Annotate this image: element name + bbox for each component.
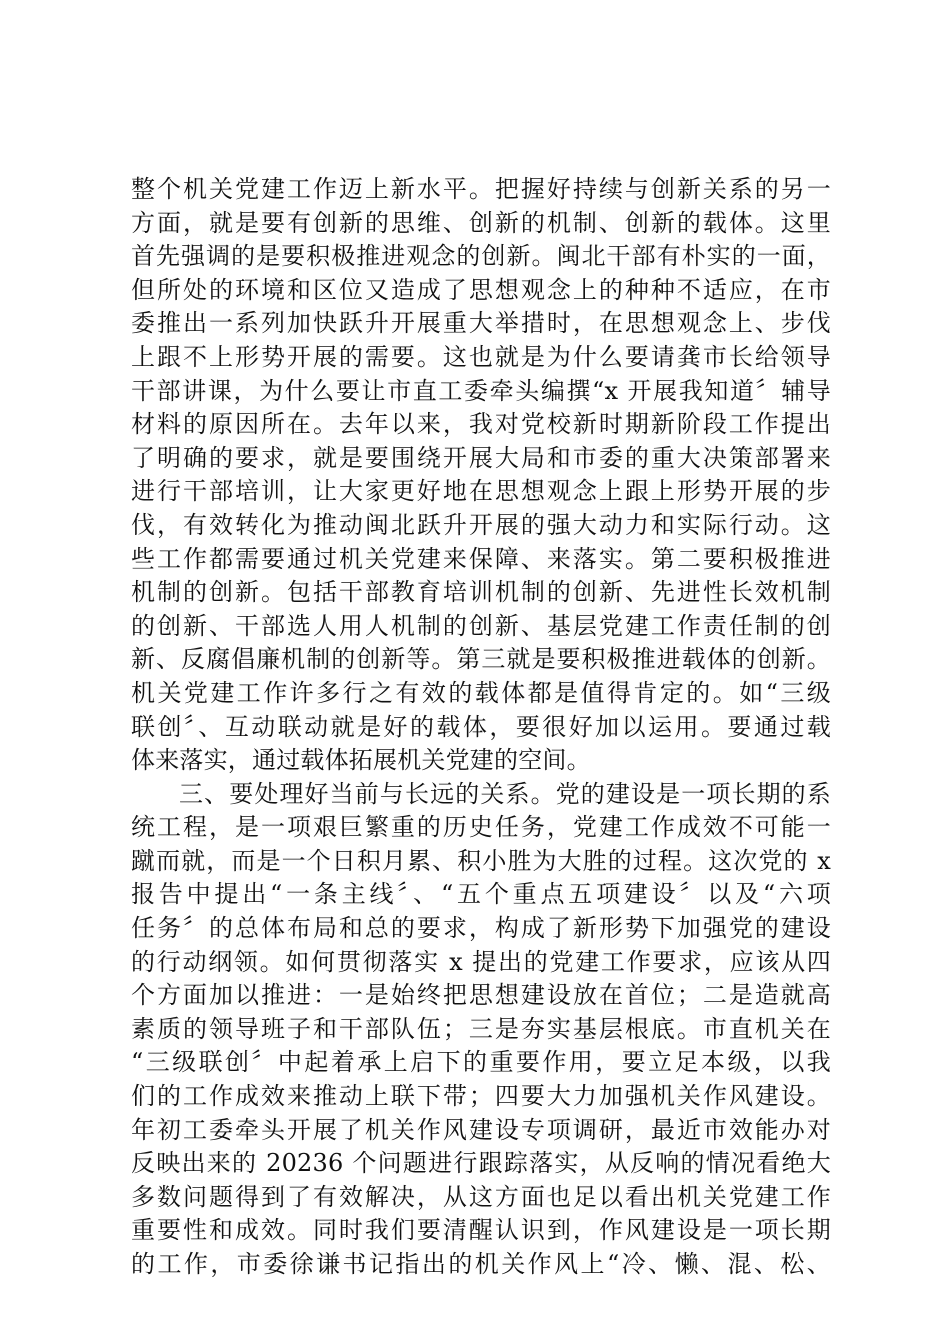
text-line: 年初工委牵头开展了机关作风建设专项调研，最近市效能办对 — [131, 1115, 831, 1144]
text-line: 们的工作成效来推动上联下带；四要大力加强机关作风建设。 — [131, 1082, 831, 1111]
text-line: 了明确的要求，就是要围绕开展大局和市委的重大决策部署来 — [131, 443, 831, 472]
text-line: 干部讲课，为什么要让市直工委牵头编撰“x 开展我知道〞辅导 — [131, 376, 831, 405]
body-text — [131, 173, 831, 1282]
text-line: 蹴而就，而是一个日积月累、积小胜为大胜的过程。这次党的 x — [131, 846, 831, 875]
text-line: 机制的创新。包括干部教育培训机制的创新、先进性长效机制 — [131, 578, 831, 607]
text-line: 些工作都需要通过机关党建来保障、来落实。第二要积极推进 — [131, 544, 831, 573]
text-line: 的创新、干部选人用人机制的创新、基层党建工作责任制的创 — [131, 611, 831, 640]
text-line: 材料的原因所在。去年以来，我对党校新时期新阶段工作提出 — [131, 410, 831, 439]
text-line: 但所处的环境和区位又造成了思想观念上的种种不适应，在市 — [131, 275, 831, 304]
text-line: 重要性和成效。同时我们要清醒认识到，作风建设是一项长期 — [131, 1216, 831, 1245]
text-line: 上跟不上形势开展的需要。这也就是为什么要请龚市长给领导 — [131, 342, 831, 371]
paragraph-start-line: 三、要处理好当前与长远的关系。党的建设是一项长期的系 — [179, 779, 831, 808]
text-line: 委推出一系列加快跃升开展重大举措时，在思想观念上、步伐 — [131, 309, 831, 338]
text-line: 整个机关党建工作迈上新水平。把握好持续与创新关系的另一 — [131, 175, 831, 203]
text-line: 统工程，是一项艰巨繁重的历史任务，党建工作成效不可能一 — [131, 813, 831, 842]
text-line: 报告中提出“一条主线〞、“五个重点五项建设〞以及“六项 — [131, 880, 831, 909]
text-line: 首先强调的是要积极推进观念的创新。闽北干部有朴实的一面， — [131, 242, 831, 271]
text-line: 的行动纲领。如何贯彻落实 x 提出的党建工作要求，应该从四 — [131, 947, 831, 976]
text-line: 素质的领导班子和干部队伍；三是夯实基层根底。市直机关在 — [131, 1014, 831, 1043]
text-line: 机关党建工作许多行之有效的载体都是值得肯定的。如“三级 — [131, 678, 831, 707]
paragraph-end-line: 体来落实，通过载体拓展机关党建的空间。 — [131, 746, 591, 775]
text-line: “三级联创〞中起着承上启下的重要作用，要立足本级，以我 — [131, 1048, 831, 1077]
text-line: 个方面加以推进：一是始终把思想建设放在首位；二是造就高 — [131, 981, 831, 1010]
text-line: 进行干部培训，让大家更好地在思想观念上跟上形势开展的步 — [131, 477, 831, 506]
text-line: 反映出来的 20236 个问题进行跟踪落实，从反响的情况看绝大 — [131, 1149, 831, 1178]
text-line: 新、反腐倡廉机制的创新等。第三就是要积极推进载体的创新。 — [131, 645, 831, 674]
text-line: 任务〞的总体布局和总的要求，构成了新形势下加强党的建设 — [131, 914, 831, 943]
text-line: 联创〞、互动联动就是好的载体，要很好加以运用。要通过载 — [131, 712, 831, 741]
text-line: 的工作，市委徐谦书记指出的机关作风上“冷、懒、混、松、 — [131, 1250, 831, 1278]
text-line: 方面，就是要有创新的思维、创新的机制、创新的载体。这里 — [131, 208, 831, 237]
text-line: 多数问题得到了有效解决，从这方面也足以看出机关党建工作 — [131, 1182, 831, 1211]
text-line: 伐，有效转化为推动闽北跃升开展的强大动力和实际行动。这 — [131, 510, 831, 539]
